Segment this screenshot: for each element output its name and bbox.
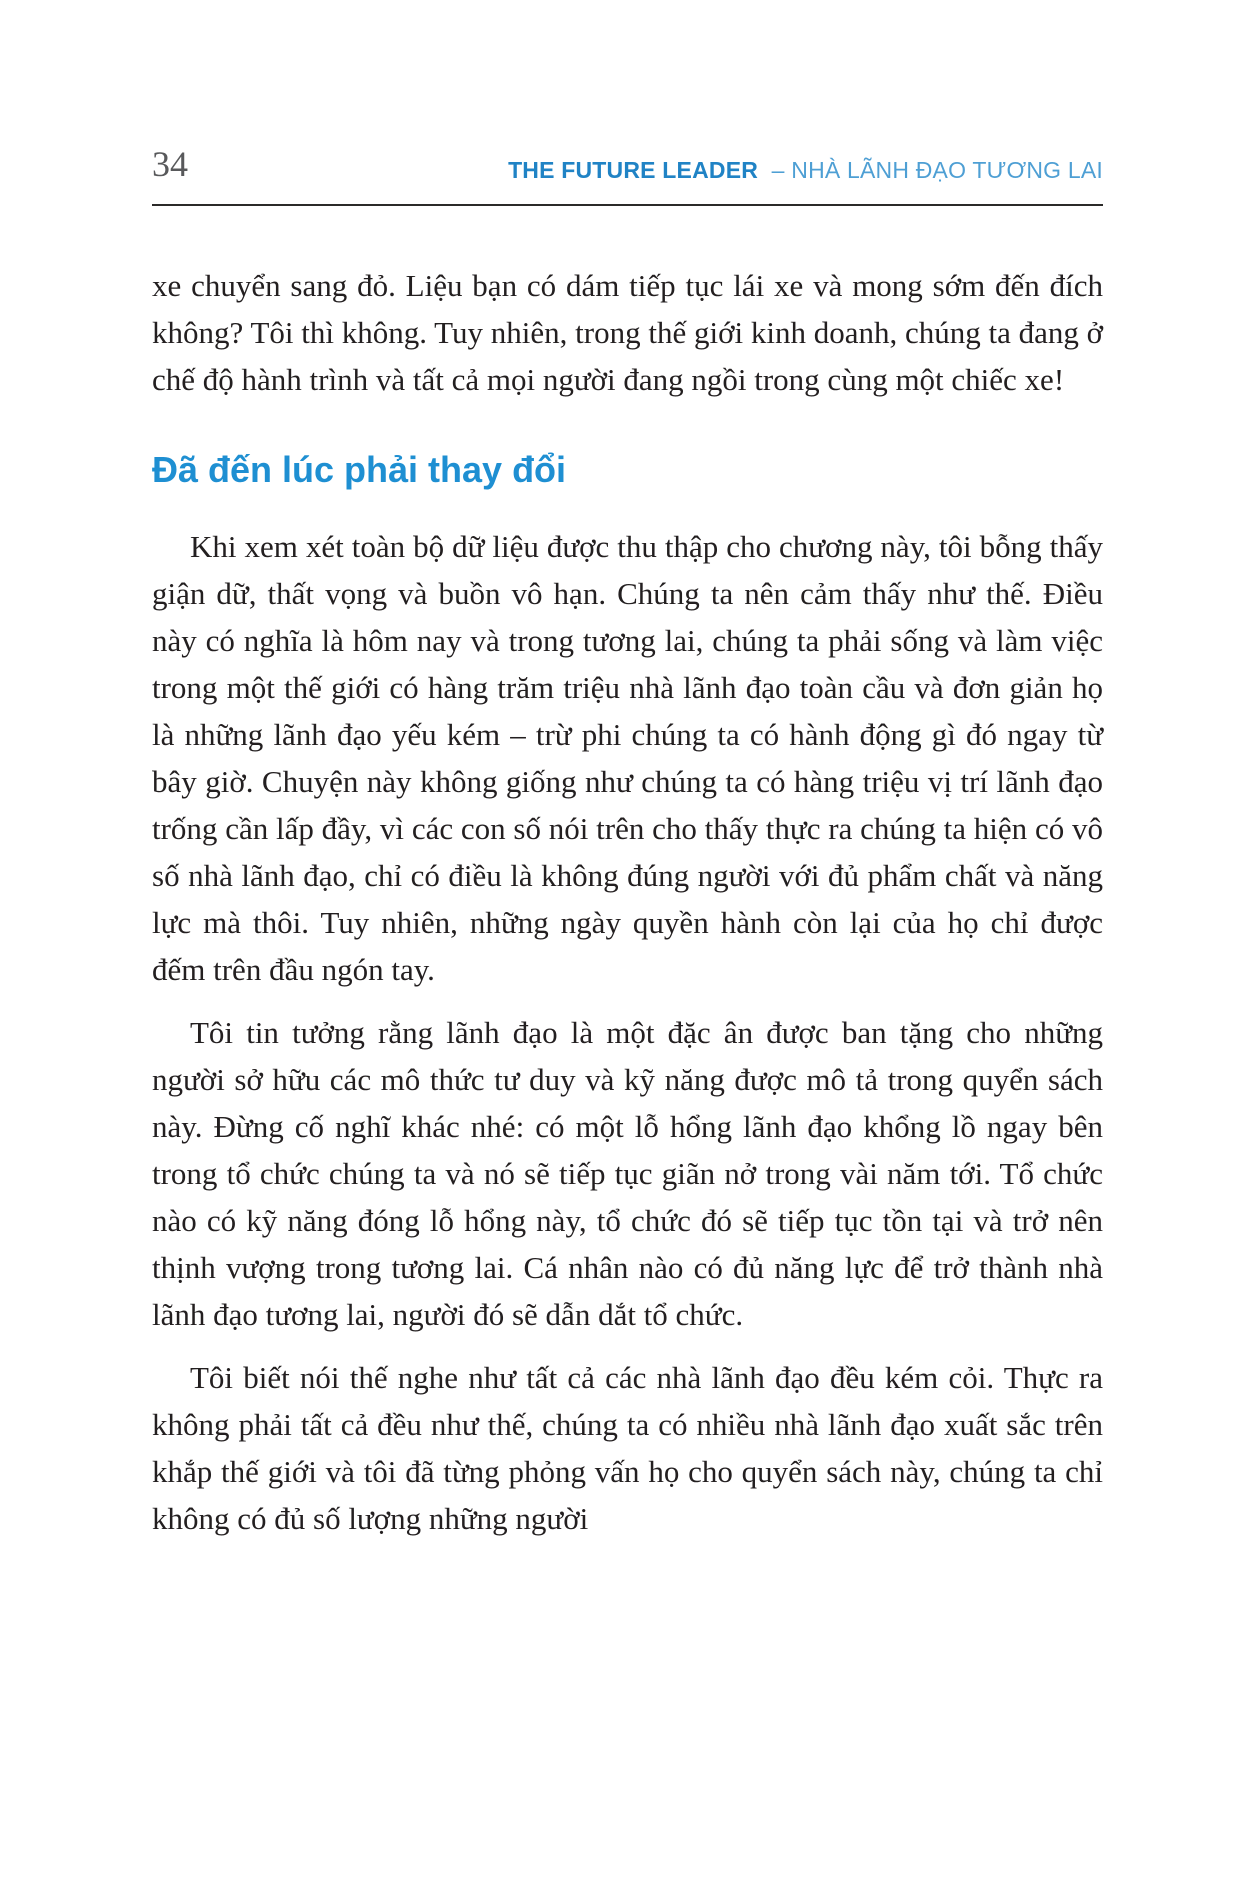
page-number: 34 [152, 144, 188, 184]
paragraph: Khi xem xét toàn bộ dữ liệu được thu thập cho chương này, tôi bỗng thấy giận dữ, thất vọng và buồn vô hạn. Chúng ta nên cảm thấy như thế. Điều này có nghĩa là hôm nay và trong tương lai, chúng ta phải sống và làm việc trong một thế giới có hàng trăm triệu nhà lãnh đạo toàn cầu và đơn giản họ là những lãnh đạo yếu kém – trừ phi chúng ta có hành động gì đó ngay từ bây giờ. Chuyện này không giống như chúng ta có hàng triệu vị trí lãnh đạo trống cần lấp đầy, vì các con số nói trên cho thấy thực ra chúng ta hiện có vô số nhà lãnh đạo, chỉ có điều là không đúng người với đủ phẩm chất và năng lực mà thôi. Tuy nhiên, những ngày quyền hành còn lại của họ chỉ được đếm trên đầu ngón tay. [152, 529, 1103, 987]
paragraph-continuation: xe chuyển sang đỏ. Liệu bạn có dám tiếp tục lái xe và mong sớm đến đích không? Tôi thì không. Tuy nhiên, trong thế giới kinh doanh, chúng ta đang ở chế độ hành trình và tất cả mọi người đang ngồi trong cùng một chiếc xe! [152, 268, 1103, 397]
section-heading: Đã đến lúc phải thay đổi [152, 449, 567, 490]
running-title-subtitle: – NHÀ LÃNH ĐẠO TƯƠNG LAI [771, 157, 1103, 183]
page-body [152, 262, 1103, 1542]
running-header [152, 0, 1103, 206]
running-title-book: THE FUTURE LEADER [508, 157, 759, 183]
paragraph: Tôi tin tưởng rằng lãnh đạo là một đặc ân được ban tặng cho những người sở hữu các mô thức tư duy và kỹ năng được mô tả trong quyển sách này. Đừng cố nghĩ khác nhé: có một lỗ hổng lãnh đạo khổng lồ ngay bên trong tổ chức chúng ta và nó sẽ tiếp tục giãn nở trong vài năm tới. Tổ chức nào có kỹ năng đóng lỗ hổng này, tổ chức đó sẽ tiếp tục tồn tại và trở nên thịnh vượng trong tương lai. Cá nhân nào có đủ năng lực để trở thành nhà lãnh đạo tương lai, người đó sẽ dẫn dắt tổ chức. [152, 1015, 1103, 1332]
running-title [508, 159, 1103, 182]
paragraph: Tôi biết nói thế nghe như tất cả các nhà lãnh đạo đều kém cỏi. Thực ra không phải tất cả đều như thế, chúng ta có nhiều nhà lãnh đạo xuất sắc trên khắp thế giới và tôi đã từng phỏng vấn họ cho quyển sách này, chúng ta chỉ không có đủ số lượng những người [152, 1360, 1103, 1536]
